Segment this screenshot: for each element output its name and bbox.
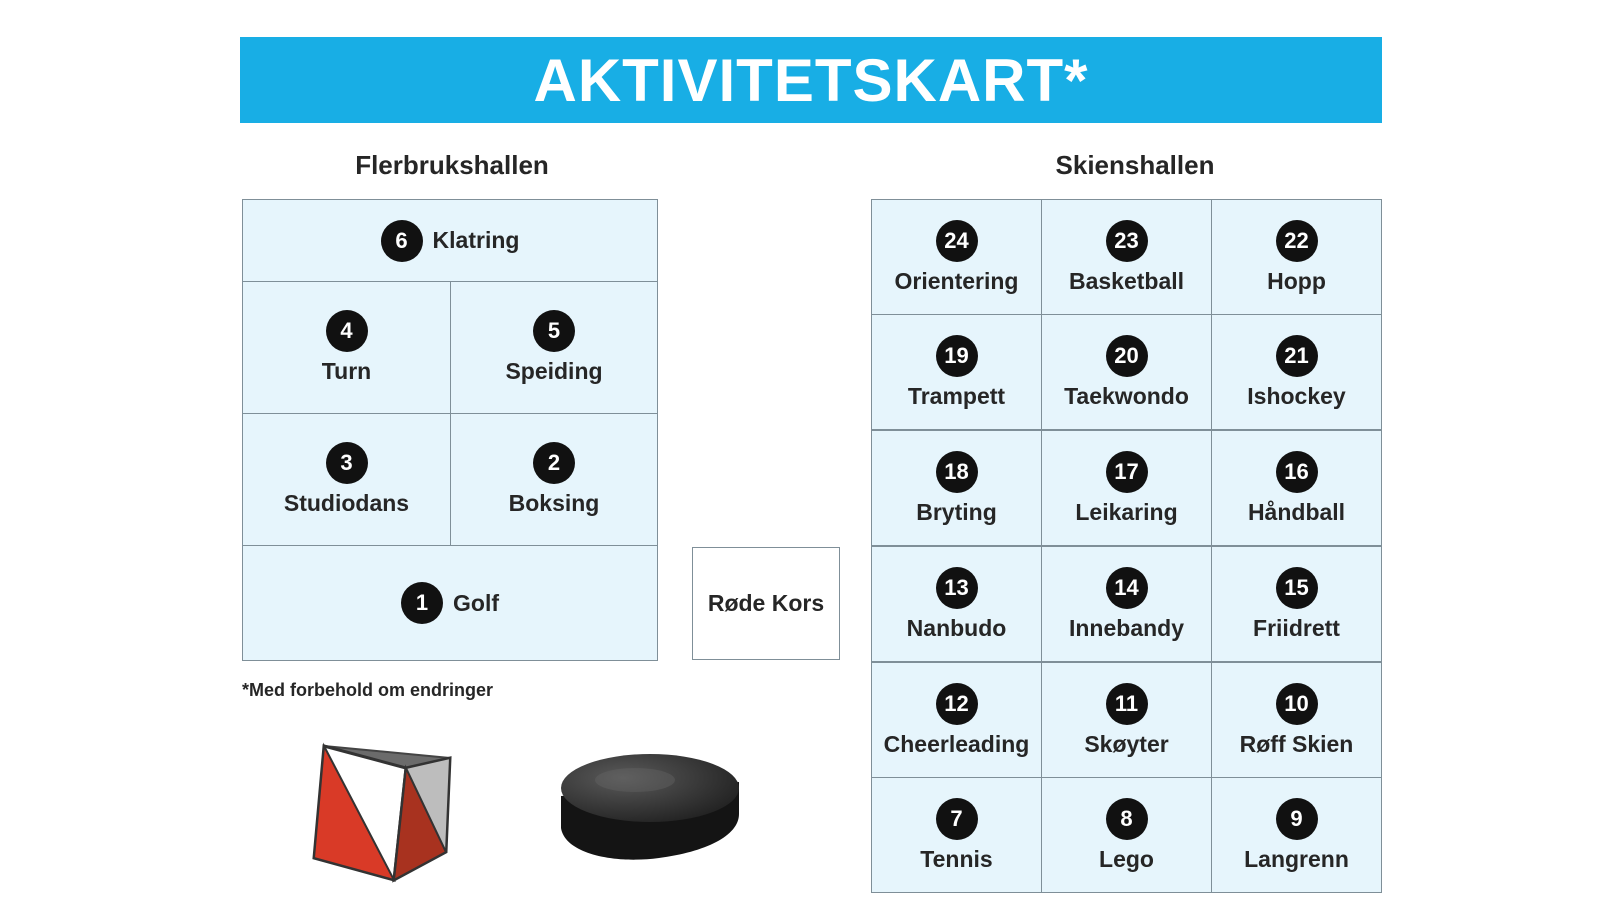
activity-label: Skøyter [1084, 730, 1169, 757]
activity-cell-speiding[interactable] [450, 281, 658, 414]
activity-label: Ishockey [1247, 382, 1346, 409]
activity-number-badge: 9 [1276, 798, 1318, 840]
activity-cell-trampett[interactable] [871, 314, 1042, 430]
activity-number-badge: 10 [1276, 683, 1318, 725]
activity-label: Langrenn [1244, 845, 1349, 872]
activity-cell-langrenn[interactable] [1211, 777, 1382, 893]
orienteering-flag-icon [310, 740, 458, 885]
activity-number-badge: 23 [1106, 220, 1148, 262]
activity-label: Tennis [920, 845, 993, 872]
activity-label: Hopp [1267, 267, 1326, 294]
activity-number-badge: 21 [1276, 335, 1318, 377]
activity-label: Turn [321, 358, 372, 384]
activity-cell-skøyter[interactable] [1041, 662, 1212, 778]
activity-cell-nanbudo[interactable] [871, 546, 1042, 662]
activity-cell-studiodans[interactable] [242, 413, 451, 546]
activity-number-badge: 7 [936, 798, 978, 840]
activity-cell-lego[interactable] [1041, 777, 1212, 893]
activity-number-badge: 24 [936, 220, 978, 262]
activity-cell-bryting[interactable] [871, 430, 1042, 546]
activity-cell-håndball[interactable] [1211, 430, 1382, 546]
skienshallen-title: Skienshallen [1055, 150, 1215, 180]
activity-label: Speiding [505, 358, 603, 384]
activity-number-badge: 3 [326, 442, 368, 484]
activity-label: Trampett [907, 382, 1006, 409]
rode-kors-label: Røde Kors [707, 590, 825, 616]
activity-label: Cheerleading [883, 730, 1030, 757]
activity-number-badge: 19 [936, 335, 978, 377]
activity-cell-leikaring[interactable] [1041, 430, 1212, 546]
activity-cell-turn[interactable] [242, 281, 451, 414]
activity-label: Leikaring [1075, 498, 1178, 525]
activity-label: Basketball [1068, 267, 1185, 294]
activity-cell-orientering[interactable] [871, 199, 1042, 315]
activity-number-badge: 8 [1106, 798, 1148, 840]
activity-cell-ishockey[interactable] [1211, 314, 1382, 430]
activity-number-badge: 4 [326, 310, 368, 352]
activity-label: Boksing [508, 490, 600, 516]
activity-label: Innebandy [1068, 614, 1184, 641]
activity-label: Studiodans [283, 490, 410, 516]
activity-number-badge: 2 [533, 442, 575, 484]
activity-cell-klatring[interactable] [242, 199, 658, 282]
activity-cell-boksing[interactable] [450, 413, 658, 546]
activity-cell-tennis[interactable] [871, 777, 1042, 893]
activity-number-badge: 11 [1106, 683, 1148, 725]
activity-cell-innebandy[interactable] [1041, 546, 1212, 662]
activity-label: Taekwondo [1064, 382, 1189, 409]
activity-label: Håndball [1247, 498, 1346, 525]
activity-number-badge: 5 [533, 310, 575, 352]
activity-label: Friidrett [1253, 614, 1340, 641]
activity-number-badge: 14 [1106, 567, 1148, 609]
activity-cell-røff-skien[interactable] [1211, 662, 1382, 778]
activity-number-badge: 20 [1106, 335, 1148, 377]
activity-label: Orientering [894, 267, 1019, 294]
rode-kors-box[interactable] [692, 547, 840, 660]
flerbrukshallen-title: Flerbrukshallen [355, 150, 549, 180]
activity-label: Golf [453, 589, 499, 616]
activity-number-badge: 16 [1276, 451, 1318, 493]
hockey-puck-icon [555, 750, 745, 865]
activity-label: Bryting [916, 498, 997, 525]
activity-label: Klatring [432, 227, 520, 253]
activity-cell-basketball[interactable] [1041, 199, 1212, 315]
activity-label: Nanbudo [906, 614, 1007, 641]
activity-label: Lego [1099, 845, 1154, 872]
activity-cell-taekwondo[interactable] [1041, 314, 1212, 430]
activity-number-badge: 1 [401, 582, 443, 624]
activity-label: Røff Skien [1239, 730, 1354, 757]
activity-number-badge: 18 [936, 451, 978, 493]
activity-number-badge: 6 [381, 220, 423, 262]
activity-number-badge: 12 [936, 683, 978, 725]
footnote: *Med forbehold om endringer [242, 680, 494, 700]
activity-cell-cheerleading[interactable] [871, 662, 1042, 778]
map-title: AKTIVITETSKART* [533, 46, 1089, 114]
activity-cell-golf[interactable] [242, 545, 658, 661]
activity-number-badge: 17 [1106, 451, 1148, 493]
activity-number-badge: 22 [1276, 220, 1318, 262]
activity-cell-friidrett[interactable] [1211, 546, 1382, 662]
title-banner [240, 37, 1382, 123]
activity-number-badge: 15 [1276, 567, 1318, 609]
activity-cell-hopp[interactable] [1211, 199, 1382, 315]
activity-number-badge: 13 [936, 567, 978, 609]
